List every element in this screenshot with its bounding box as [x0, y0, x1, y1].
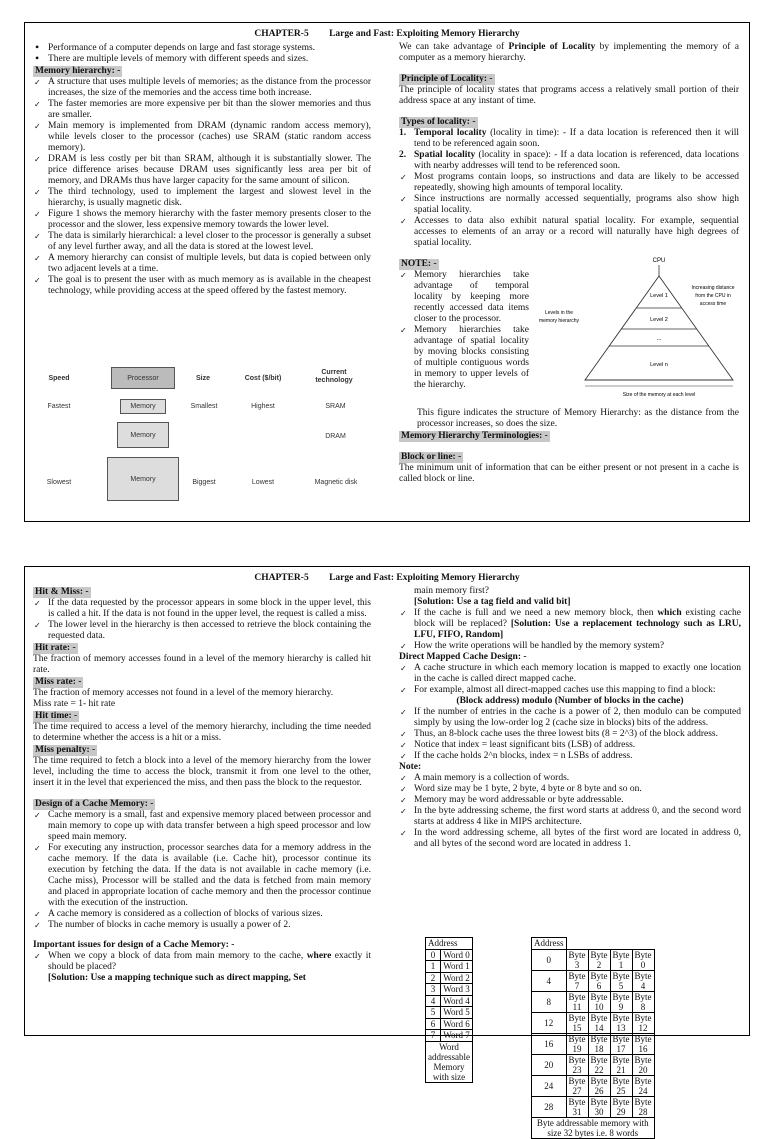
intro-paragraph — [399, 42, 739, 64]
memory-box-3 — [107, 457, 179, 501]
list-item: ✓ Accesses to data also exhibit natural spatial locality. For example, sequential accesses to elements of an array or a record will naturally have high degrees of spatial locality. — [399, 216, 739, 249]
list-item: ✓ Since instructions are normally accessed sequentially, programs also show high spatial locality. — [399, 194, 739, 216]
table-row — [426, 1030, 473, 1042]
page2-left-column — [33, 586, 371, 984]
list-item: ✓ In the byte addressing scheme, the first word starts at address 0, and the second word starts at address 4 like in MIPS architecture. — [399, 806, 741, 828]
address-cell: 24 — [532, 1075, 567, 1096]
table-row — [426, 984, 473, 996]
hit-rate-text: The fraction of memory accesses found in a level of the memory hierarchy is called hit rate. — [33, 654, 371, 675]
solution-text: [Solution: Use a mapping technique such as direct mapping, Set — [48, 973, 306, 983]
issues-list-continued — [399, 608, 741, 652]
list-item: ✓ Memory may be word addressable or byte addressable. — [399, 795, 741, 806]
bold-span: Principle of Locality — [508, 42, 596, 52]
note-list — [399, 270, 529, 391]
memory-hierarchy-list — [33, 77, 371, 297]
list-item — [399, 608, 741, 641]
miss-rate-text: The fraction of memory accesses not found in a level of the memory hierarchy. — [33, 688, 334, 698]
address-cell: 5 — [426, 1007, 441, 1019]
cache-design-list — [33, 810, 371, 931]
memory-box-2 — [117, 422, 169, 448]
section-heading-memory-hierarchy: Memory hierarchy: - — [35, 66, 121, 76]
memory-pyramid-figure — [537, 252, 742, 407]
list-item: ✓ Most programs contain loops, so instructions and data are likely to be accessed repeatedly, showing high amounts of temporal locality. — [399, 172, 739, 194]
list-item — [33, 951, 371, 984]
text-span: If the cache is full and we need a new memory block, then — [414, 608, 658, 618]
continued-text: main memory first? — [414, 586, 489, 596]
list-item: ✓ DRAM is less costly per bit than SRAM, although it is substantially slower. The price difference arises because DRAM uses significantly less area per bit of memory, and DRAMs thus have larger capacity for the same amount of silicon. — [33, 154, 371, 187]
word-addressable-table — [425, 937, 473, 1083]
chapter-title: Large and Fast: Exploiting Memory Hierarchy — [329, 29, 520, 39]
list-item: ✓ The third technology, used to implement the largest and slowest level in the hierarchy, is usually magnetic disk. — [33, 187, 371, 209]
item-number: 1. — [399, 128, 407, 138]
list-item: ✓ Memory hierarchies take advantage of spatial locality by moving blocks consisting of multiple contiguous words in memory to upper levels of the hierarchy. — [399, 325, 529, 391]
section-heading-principle-of-locality: Principle of Locality: - — [401, 74, 493, 84]
memory-box-1 — [120, 399, 166, 414]
byte-cell: Byte 18 — [588, 1033, 610, 1054]
distance-label-line3: access time — [699, 301, 727, 307]
word-cell: Word 7 — [441, 1030, 473, 1042]
list-item: ✓ The goal is to present the user with as much memory as is available in the cheapest technology, while providing access at the speed offered by the fastest memory. — [33, 275, 371, 297]
list-item: ✓ The data is similarly hierarchical: a level closer to the processor is generally a subset of any level further away, and all the data is stored at the lowest level. — [33, 231, 371, 253]
table-row — [426, 972, 473, 984]
bullet-item: • There are multiple levels of memory with different speeds and sizes. — [33, 54, 371, 65]
miss-penalty-text: The time required to fetch a block into a level of the memory hierarchy from the lower level, including the time to access the block, transmit it from one level to the other, insert it in the level that experienced the miss, and then pass the block to the requestor. — [33, 756, 371, 788]
note-list — [399, 773, 741, 850]
list-item: ✓ If the cache holds 2^n blocks, index = n LSBs of address. — [399, 751, 741, 762]
memory-label: Memory — [130, 431, 156, 439]
table-row — [426, 995, 473, 1007]
byte-cell: Byte 6 — [588, 970, 610, 991]
section-heading-direct-mapped: Direct Mapped Cache Design: - — [399, 652, 527, 662]
size-smallest: Smallest — [190, 403, 218, 410]
list-item: ✓ The number of blocks in cache memory is usually a power of 2. — [33, 920, 371, 931]
word-cell: Word 4 — [441, 995, 473, 1007]
issues-list — [33, 951, 371, 984]
cost-highest: Highest — [251, 403, 275, 410]
bold-span: where — [306, 951, 332, 961]
byte-cell: Byte 23 — [566, 1054, 588, 1075]
list-item: ✓ Word size may be 1 byte, 2 byte, 4 byte or 8 byte and so on. — [399, 784, 741, 795]
word-cell: Word 2 — [441, 972, 473, 984]
byte-cell: Byte 3 — [566, 949, 588, 970]
section-heading-hit-time: Hit time: - — [35, 711, 78, 721]
solution-text: [Solution: Use a replacement technology such as LRU, LFU, FIFO, Random] — [414, 619, 741, 640]
memory-label: Memory — [130, 475, 156, 483]
list-item: ✓ A structure that uses multiple levels of memories; as the distance from the processor increases, the size of the memories and the access time both increase. — [33, 77, 371, 99]
chapter-label: CHAPTER-5 — [254, 29, 309, 39]
byte-addressable-table — [531, 937, 655, 1139]
byte-cell: Byte 25 — [610, 1075, 632, 1096]
section-heading-note: NOTE: - — [401, 259, 437, 269]
direct-mapped-list-2 — [399, 707, 741, 762]
list-item: ✓ A cache structure in which each memory location is mapped to exactly one location in the cache is called direct mapped cache. — [399, 663, 741, 685]
section-heading-hit-rate: Hit rate: - — [35, 643, 76, 653]
byte-cell: Byte 5 — [610, 970, 632, 991]
list-item — [399, 128, 739, 150]
table-caption: Byte addressable memory with size 32 bytes i.e. 8 words — [532, 1117, 655, 1138]
list-item: ✓ In the word addressing scheme, all bytes of the first word are located in address 0, and all bytes of the second word are located in address 1. — [399, 828, 741, 850]
word-cell: Word 6 — [441, 1018, 473, 1030]
list-item: ✓ If the number of entries in the cache is a power of 2, then modulo can be computed simply by using the low-order log 2 (cache size in blocks) bits of the address. — [399, 707, 741, 729]
address-cell: 16 — [532, 1033, 567, 1054]
table-header: Address — [532, 938, 567, 950]
header-technology: Current technology — [315, 369, 353, 384]
section-heading-note: Note: — [399, 762, 422, 772]
size-biggest: Biggest — [192, 479, 216, 486]
list-item: ✓ Thus, an 8-block cache uses the three lowest bits (8 = 2^3) of the block address. — [399, 729, 741, 740]
direct-mapped-list — [399, 663, 741, 696]
header-speed: Speed — [48, 375, 70, 382]
header-size: Size — [195, 375, 210, 382]
list-item: ✓ Memory hierarchies take advantage of temporal locality by keeping more recently accessed data items closer to the processor. — [399, 270, 529, 325]
page-1 — [24, 22, 750, 522]
levels-label-line2: memory hierarchy — [538, 318, 580, 324]
list-item: ✓ Main memory is implemented from DRAM (dynamic random access memory), while levels closer to the processor (caches) use SRAM (static random access memory). — [33, 121, 371, 154]
list-item: ✓ A main memory is a collection of words. — [399, 773, 741, 784]
memory-hierarchy-figure — [33, 361, 373, 521]
list-item: ✓ If the data requested by the processor appears in some block in the upper level, this is called a hit. If the data is not found in the upper level, the request is called a miss. — [33, 598, 371, 620]
hit-miss-list — [33, 598, 371, 642]
block-text: The minimum unit of information that can be either present or not present in a cache is called block or line. — [399, 463, 739, 484]
page-2 — [24, 566, 750, 1138]
cost-lowest: Lowest — [251, 479, 275, 486]
table-row — [532, 1075, 655, 1096]
byte-cell: Byte 30 — [588, 1096, 610, 1117]
text-span: (locality in space): - If a data location is referenced, data locations with nearby addresses will tend to be referenced soon. — [414, 150, 740, 171]
tech-magnetic-disk: Magnetic disk — [314, 479, 358, 486]
byte-cell: Byte 28 — [632, 1096, 654, 1117]
tech-dram: DRAM — [325, 433, 346, 440]
chapter-label: CHAPTER-5 — [254, 573, 309, 583]
section-heading-miss-rate: Miss rate: - — [35, 677, 82, 687]
section-heading-terminologies: Memory Hierarchy Terminologies: - — [401, 431, 548, 441]
list-item: ✓ Notice that index = least significant bits (LSB) of address. — [399, 740, 741, 751]
modulo-formula: (Block address) modulo (Number of blocks in the cache) — [456, 696, 684, 706]
table-row — [532, 991, 655, 1012]
address-cell: 28 — [532, 1096, 567, 1117]
continued-solution: [Solution: Use a tag field and valid bit] — [414, 597, 571, 607]
level-2-label: Level 2 — [650, 317, 668, 323]
address-cell: 4 — [532, 970, 567, 991]
address-cell: 7 — [426, 1030, 441, 1042]
address-cell: 12 — [532, 1012, 567, 1033]
list-item: ✓ For executing any instruction, processor searches data for a memory address in the cache memory. If the data is available (i.e. Cache hit), processor continue its execution by fetching the data. If the data is not available in cache memory (i.e. Cache miss), Processor will be stalled and the data is fetched from main memory and placed in appropriate location of cache memory and then the processor continue with the execution of the instruction. — [33, 843, 371, 909]
word-cell: Word 0 — [441, 949, 473, 961]
section-heading-cache-design: Design of a Cache Memory: - — [35, 799, 154, 809]
note-section — [399, 258, 739, 408]
address-cell: 4 — [426, 995, 441, 1007]
list-item: ✓ Cache memory is a small, fast and expensive memory placed between processor and main memory to cope up with data transfer between a high speed processor and low speed main memory. — [33, 810, 371, 843]
processor-label: Processor — [127, 374, 159, 382]
table-caption: Word addressable Memory with size — [426, 1041, 473, 1082]
address-cell: 3 — [426, 984, 441, 996]
text-span: exactly it should be placed? — [48, 951, 371, 972]
address-cell: 0 — [532, 949, 567, 970]
section-heading-miss-penalty: Miss penalty: - — [35, 745, 96, 755]
levels-label-line1: Levels in the — [544, 310, 574, 316]
cpu-label: CPU — [652, 258, 666, 264]
address-cell: 20 — [532, 1054, 567, 1075]
text-span: existing cache block will be replaced? — [414, 608, 741, 629]
section-heading-hit-miss: Hit & Miss: - — [35, 587, 89, 597]
address-cell: 0 — [426, 949, 441, 961]
byte-cell: Byte 17 — [610, 1033, 632, 1054]
level-1-label: Level 1 — [650, 293, 668, 299]
byte-cell: Byte 1 — [610, 949, 632, 970]
table-row — [426, 1018, 473, 1030]
byte-cell: Byte 15 — [566, 1012, 588, 1033]
section-heading-block-or-line: Block or line: - — [401, 452, 462, 462]
byte-cell: Byte 4 — [632, 970, 654, 991]
bold-span: Spatial locality — [414, 150, 476, 160]
list-item: ✓ Figure 1 shows the memory hierarchy with the faster memory presents closer to the processor and the slower, less expensive memory towards the lower level. — [33, 209, 371, 231]
page2-right-column — [399, 586, 741, 850]
speed-fastest: Fastest — [47, 403, 71, 410]
list-item: ✓ The lower level in the hierarchy is then accessed to retrieve the block containing the requested data. — [33, 620, 371, 642]
table-header: Address — [426, 938, 473, 950]
byte-cell: Byte 9 — [610, 991, 632, 1012]
size-label: Size of the memory at each level — [622, 392, 696, 398]
list-item: ✓ For example, almost all direct-mapped caches use this mapping to find a block: — [399, 685, 741, 696]
table-row — [532, 1033, 655, 1054]
bullet-item: • Performance of a computer depends on large and fast storage systems. — [33, 43, 371, 54]
list-item: ✓ How the write operations will be handled by the memory system? — [399, 641, 741, 652]
word-cell: Word 1 — [441, 961, 473, 973]
byte-cell: Byte 16 — [632, 1033, 654, 1054]
processor-box — [111, 367, 175, 389]
types-list — [399, 128, 739, 172]
table-row — [426, 961, 473, 973]
page-header — [25, 29, 749, 39]
list-item: ✓ A memory hierarchy can consist of multiple levels, but data is copied between only two adjacent levels at a time. — [33, 253, 371, 275]
byte-cell: Byte 21 — [610, 1054, 632, 1075]
byte-cell: Byte 20 — [632, 1054, 654, 1075]
bold-span: Temporal locality — [414, 128, 487, 138]
tech-sram: SRAM — [325, 403, 346, 410]
list-item — [399, 150, 739, 172]
text-span: When we copy a block of data from main memory to the cache, — [48, 951, 307, 961]
byte-cell: Byte 10 — [588, 991, 610, 1012]
table-row — [532, 970, 655, 991]
byte-cell: Byte 2 — [588, 949, 610, 970]
table-row — [532, 949, 655, 970]
memory-label: Memory — [130, 403, 156, 410]
text-span: by implementing the memory of a computer as a memory hierarchy. — [399, 42, 739, 63]
table-row — [532, 1012, 655, 1033]
byte-cell: Byte 22 — [588, 1054, 610, 1075]
section-heading-types-of-locality: Types of locality: - — [401, 117, 476, 127]
address-cell: 6 — [426, 1018, 441, 1030]
byte-cell: Byte 29 — [610, 1096, 632, 1117]
byte-cell: Byte 27 — [566, 1075, 588, 1096]
bold-span: which — [657, 608, 682, 618]
table-row — [426, 949, 473, 961]
text-span: (locality in time): - If a data location is referenced then it will tend to be referenced again soon. — [414, 128, 739, 149]
text-span: We can take advantage of — [399, 42, 509, 52]
distance-label-line1: Increasing distance — [691, 285, 735, 291]
byte-cell: Byte 26 — [588, 1075, 610, 1096]
list-item: ✓ The faster memories are more expensive per bit than the slower memories and thus are smaller. — [33, 99, 371, 121]
principle-text: The principle of locality states that programs access a relatively small portion of their address space at any instant of time. — [399, 85, 739, 106]
distance-label-line2: from the CPU in — [695, 293, 731, 299]
table-row — [532, 1054, 655, 1075]
figure-caption: This figure indicates the structure of Memory Hierarchy: as the distance from the processor increases, so does the size. — [417, 408, 739, 429]
miss-rate-formula: Miss rate = 1- hit rate — [33, 699, 116, 709]
page1-left-column — [33, 43, 371, 297]
level-n-label: Level n — [650, 362, 668, 368]
note-block — [399, 258, 529, 391]
page-header — [25, 573, 749, 583]
byte-cell: Byte 12 — [632, 1012, 654, 1033]
word-cell: Word 3 — [441, 984, 473, 996]
section-heading-important-issues: Important issues for design of a Cache Memory: - — [33, 940, 235, 950]
table-row — [532, 1096, 655, 1117]
list-item: ✓ A cache memory is considered as a collection of blocks of various sizes. — [33, 909, 371, 920]
chapter-title: Large and Fast: Exploiting Memory Hierarchy — [329, 573, 520, 583]
header-cost: Cost ($/bit) — [244, 375, 282, 382]
byte-cell: Byte 8 — [632, 991, 654, 1012]
byte-cell: Byte 31 — [566, 1096, 588, 1117]
intro-bullets — [33, 43, 371, 65]
address-cell: 2 — [426, 972, 441, 984]
page1-right-column — [399, 42, 739, 485]
types-checklist — [399, 172, 739, 249]
speed-slowest: Slowest — [46, 479, 72, 486]
byte-cell: Byte 11 — [566, 991, 588, 1012]
item-number: 2. — [399, 150, 407, 160]
byte-cell: Byte 0 — [632, 949, 654, 970]
address-cell: 1 — [426, 961, 441, 973]
hit-time-text: The time required to access a level of the memory hierarchy, including the time needed to determine whether the access is a hit or a miss. — [33, 722, 371, 743]
byte-cell: Byte 19 — [566, 1033, 588, 1054]
word-cell: Word 5 — [441, 1007, 473, 1019]
table-row — [426, 1007, 473, 1019]
address-cell: 8 — [532, 991, 567, 1012]
dots-label: ... — [656, 336, 662, 342]
byte-cell: Byte 14 — [588, 1012, 610, 1033]
byte-cell: Byte 7 — [566, 970, 588, 991]
byte-cell: Byte 24 — [632, 1075, 654, 1096]
byte-cell: Byte 13 — [610, 1012, 632, 1033]
